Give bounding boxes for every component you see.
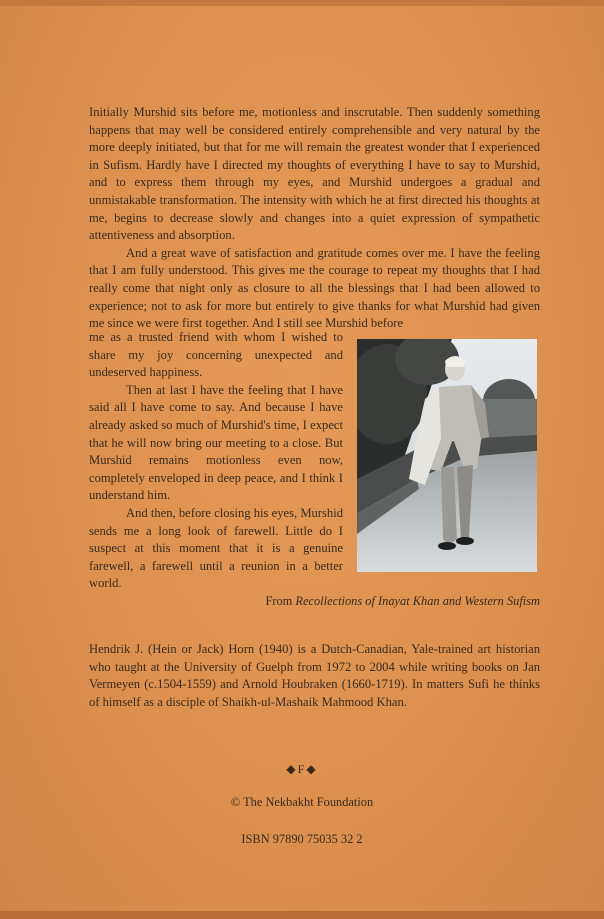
excerpt-paragraph-3: Then at last I have the feeling that I have said all I have come to say. And because I have already asked so much of Murshid's time, I expect that he will now bring our meeting to a close. But Murshid remains motionless even now, completely enveloped in deep peace, and I think I understand him.: [89, 382, 343, 503]
publisher-mark: ◆F◆: [286, 762, 318, 776]
source-prefix: From: [265, 594, 296, 608]
excerpt-top: [89, 104, 540, 333]
excerpt-paragraph-4: And then, before closing his eyes, Murshid sends me a long look of farewell. Little do I suspect at this moment that it is a genuine farewell, a farewell until a reunion in a better world.: [89, 505, 343, 591]
excerpt-paragraph-1: Initially Murshid sits before me, motionless and inscrutable. Then suddenly something happens that may well be considered entirely comprehensible and very natural by the more deeply initiated, but that for me will remain the greatest wonder that I experienced in Sufism. Hardly have I directed my thoughts of everything I have to say to Murshid, and to express them through my eyes, and Murshid undergoes a gradual and unmistakable transformation. The intensity with which he at first directed his thoughts at me, begins to decrease slowly and changes into a quiet expression of sympathetic attentiveness and absorption.: [89, 105, 540, 243]
cover-bottom-edge: [0, 911, 604, 919]
excerpt-beside-photo: [89, 329, 343, 593]
isbn-line: ISBN 97890 75035 32 2: [241, 832, 363, 846]
source-citation: [89, 594, 540, 609]
copyright-line: © The Nekbakht Foundation: [230, 795, 374, 809]
cover-top-edge: [0, 0, 604, 6]
excerpt-paragraph-2-continued: me as a trusted friend with whom I wished to share my joy concerning unexpected and undeserved happiness.: [89, 330, 343, 380]
author-bio: Hendrik J. (Hein or Jack) Horn (1940) is a Dutch-Canadian, Yale-trained art historian who taught at the University of Guelph from 1972 to 2004 while writing books on Jan Vermeyen (c.1504-1559) and Arnold Houbraken (1660-1719). In matters Sufi he thinks of himself as a disciple of Shaikh-ul-Mashaik Mahmood Khan.: [89, 642, 540, 709]
excerpt-paragraph-2: And a great wave of satisfaction and gratitude comes over me. I have the feeling that I am fully understood. This gives me the courage to repeat my thoughts that I had really come that night only as closure to all the blessings that I had been allowed to experience; not to ask for more but entirely to give thanks for what Murshid had given me since we were first together. And I still see Murshid before: [89, 245, 540, 331]
portrait-photo: [357, 339, 537, 572]
source-title: Recollections of Inayat Khan and Western Sufism: [295, 594, 540, 608]
